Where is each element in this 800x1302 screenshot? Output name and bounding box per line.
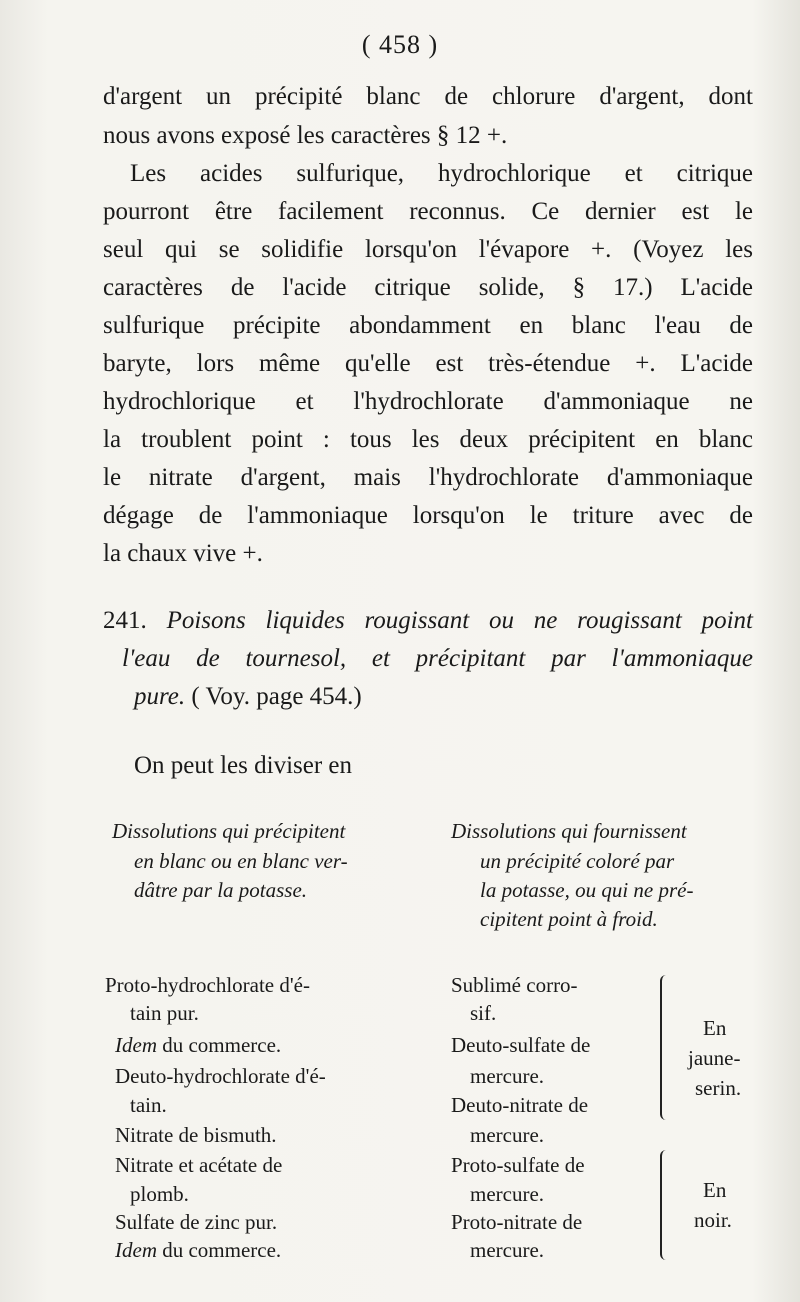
right-list-item-5: Proto-nitrate de <box>451 1210 583 1234</box>
body-line-12: dégage de l'ammoniaque lorsqu'on le triture avec de <box>103 502 753 529</box>
right-list-item-2b: mercure. <box>470 1064 545 1088</box>
right-heading-line-4: cipitent point à froid. <box>480 907 658 931</box>
left-list-item-5b: plomb. <box>130 1182 189 1206</box>
left-list-item-2: Idem du commerce. <box>115 1033 282 1057</box>
body-line-5: seul qui se solidifie lorsqu'on l'évapore +. (Voyez les <box>103 236 753 263</box>
left-list-item-5: Nitrate et acétate de <box>115 1153 283 1177</box>
body-line-2: nous avons exposé les caractères § 12 +. <box>103 122 508 149</box>
section-title-part-1: Poisons liquides rougissant ou ne rougissant point <box>166 607 753 634</box>
brace-yellow-group <box>660 975 672 1120</box>
label-black-1: En <box>703 1178 727 1202</box>
left-heading-line-2: en blanc ou en blanc ver- <box>134 849 348 873</box>
left-heading-line-3: dâtre par la potasse. <box>134 878 308 902</box>
right-list-item-5b: mercure. <box>470 1238 545 1262</box>
left-list-item-1: Proto-hydrochlorate d'é- <box>105 973 310 997</box>
section-number: 241. <box>103 607 147 634</box>
left-list-item-1b: tain pur. <box>130 1001 199 1025</box>
body-line-6: caractères de l'acide citrique solide, § 17.) L'acide <box>103 274 753 301</box>
right-list-item-1: Sublimé corro- <box>451 973 578 997</box>
body-line-1: d'argent un précipité blanc de chlorure d'argent, dont <box>103 83 753 110</box>
right-heading-line-2: un précipité coloré par <box>480 849 675 873</box>
left-list-item-6: Sulfate de zinc pur. <box>115 1210 278 1234</box>
left-heading-line-1: Dissolutions qui précipitent <box>112 819 346 843</box>
left-list-item-3: Deuto-hydrochlorate d'é- <box>115 1064 326 1088</box>
right-list-item-3b: mercure. <box>470 1123 545 1147</box>
body-line-9: hydrochlorique et l'hydrochlorate d'ammoniaque ne <box>103 388 753 415</box>
right-heading-line-3: la potasse, ou qui ne pré- <box>480 878 694 902</box>
right-list-item-2: Deuto-sulfate de <box>451 1033 591 1057</box>
page-reference: ( Voy. page 454.) <box>191 683 362 710</box>
body-line-10: la troublent point : tous les deux précipitent en blanc <box>103 426 753 453</box>
label-yellow-1: En <box>703 1016 727 1040</box>
section-241-line-2: l'eau de tournesol, et précipitant par l'ammoniaque <box>122 645 753 672</box>
brace-black-group <box>660 1150 672 1260</box>
body-line-3: Les acides sulfurique, hydrochlorique et citrique <box>130 160 753 187</box>
label-yellow-3: serin. <box>695 1076 742 1100</box>
label-yellow-2: jaune- <box>688 1046 741 1070</box>
body-line-13: la chaux vive +. <box>103 540 263 567</box>
body-line-4: pourront être facilement reconnus. Ce dernier est le <box>103 198 753 225</box>
section-241-line-1 <box>103 608 753 633</box>
left-list-item-7: Idem du commerce. <box>115 1238 282 1262</box>
right-list-item-3: Deuto-nitrate de <box>451 1093 589 1117</box>
body-line-11: le nitrate d'argent, mais l'hydrochlorate d'ammoniaque <box>103 464 753 491</box>
section-241-line-3 <box>134 684 534 709</box>
section-title-part-3: pure. <box>134 683 186 710</box>
right-list-item-1b: sif. <box>470 1001 497 1025</box>
label-black-2: noir. <box>694 1208 732 1232</box>
right-list-item-4: Proto-sulfate de <box>451 1153 585 1177</box>
left-list-item-4: Nitrate de bismuth. <box>115 1123 277 1147</box>
body-line-8: baryte, lors même qu'elle est très-étendue +. L'acide <box>103 350 753 377</box>
right-heading-line-1: Dissolutions qui fournissent <box>451 819 687 843</box>
body-line-7: sulfurique précipite abondamment en blanc l'eau de <box>103 312 753 339</box>
page-number: ( 458 ) <box>361 30 439 59</box>
divide-intro: On peut les diviser en <box>134 752 353 779</box>
right-list-item-4b: mercure. <box>470 1182 545 1206</box>
left-list-item-3b: tain. <box>130 1093 167 1117</box>
